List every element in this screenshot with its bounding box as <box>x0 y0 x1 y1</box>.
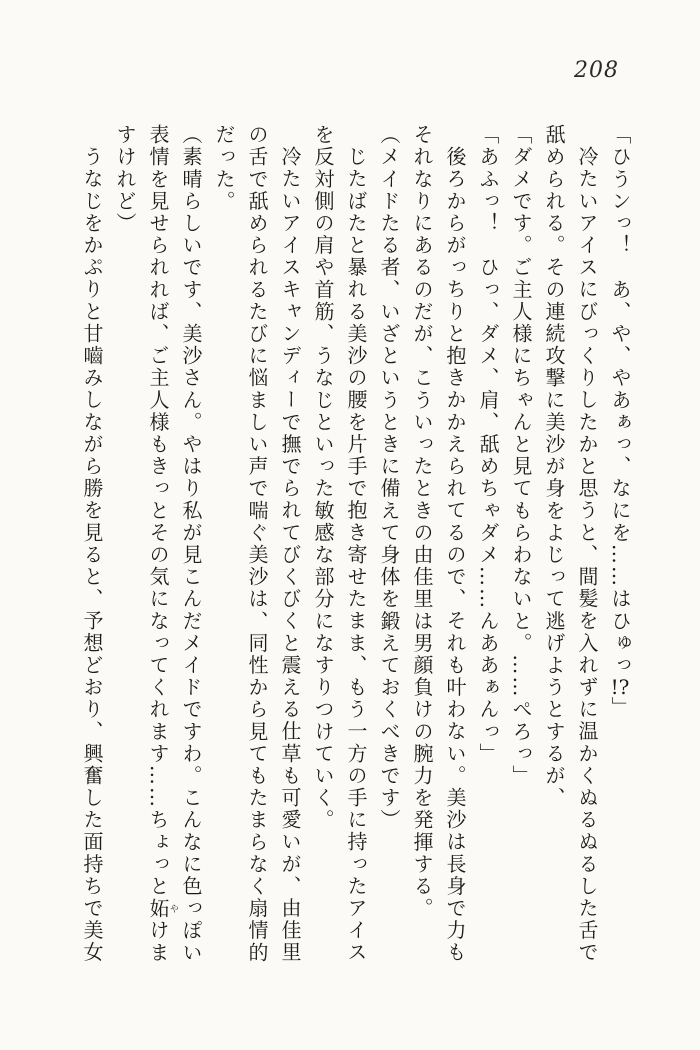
tatechuyoko-text: !? <box>610 676 630 697</box>
novel-text-block <box>75 124 636 970</box>
text-run: じたばたと暴れる美沙の腰を片手で抱き寄せたまま、もう一方の手に持ったアイスを反対側の肩や首筋、うなじといった敏感な部分になすりつけていく。 <box>311 124 368 964</box>
paragraph-line <box>306 124 372 970</box>
text-run: 冷たいアイスにびっくりしたかと思うと、間髪を入れずに温かくぬるぬるした舌で舐められる。その連続攻撃に美沙が身をよじって逃げようとするが、 <box>542 124 599 964</box>
paragraph-line <box>372 124 405 970</box>
text-run: けますけれど） <box>113 124 170 964</box>
text-run: 「ひうンっ！ あ、や、やあぁっ、なにを……はひゅっ <box>608 124 632 677</box>
text-run: 「ダメです。ご主人様にちゃんと見てもらわないと。……ぺろっ」 <box>509 124 533 787</box>
text-run: （メイドたる者、いざというときに備えて身体を鍛えておくべきです） <box>377 124 401 832</box>
text-run: （素晴らしいです、美沙さん。やはり私が見こんだメイドですわ。こんなに色っぽい表情を見せられれば、ご主人様もきっとその気になってくれます……ちょっと <box>146 124 203 964</box>
paragraph-line <box>471 124 504 970</box>
page-number: 208 <box>574 58 619 83</box>
paragraph-line <box>108 124 207 970</box>
text-run: うなじをかぷりと甘嚙みしながら勝を見ると、予想どおり、興奮した面持ちで美女 <box>80 146 104 964</box>
text-run: 後ろからがっちりと抱きかかえられてるので、それも叶わない。美沙は長身で力もそれなりにあるのだが、こういったときの由佳里は男顔負けの腕力を発揮する。 <box>410 124 467 964</box>
paragraph-line <box>405 124 471 970</box>
paragraph-line <box>504 124 537 970</box>
ruby-annotated-char: 妬や <box>146 897 178 920</box>
text-run: 冷たいアイスキャンディーで撫でられてびくびくと震える仕草も可愛いが、由佳里の舌で舐められるたびに悩ましい声で喘ぐ美沙は、同性から見てもたまらなく扇情的だった。 <box>212 124 302 964</box>
paragraph-line <box>537 124 603 970</box>
paragraph-line <box>75 124 108 970</box>
text-run: 「あふっ！ ひっ、ダメ、肩、舐めちゃダメ……んああぁんっ」 <box>476 124 500 765</box>
text-run: 」 <box>608 696 632 719</box>
paragraph-line <box>207 124 306 970</box>
paragraph-line <box>603 124 636 970</box>
